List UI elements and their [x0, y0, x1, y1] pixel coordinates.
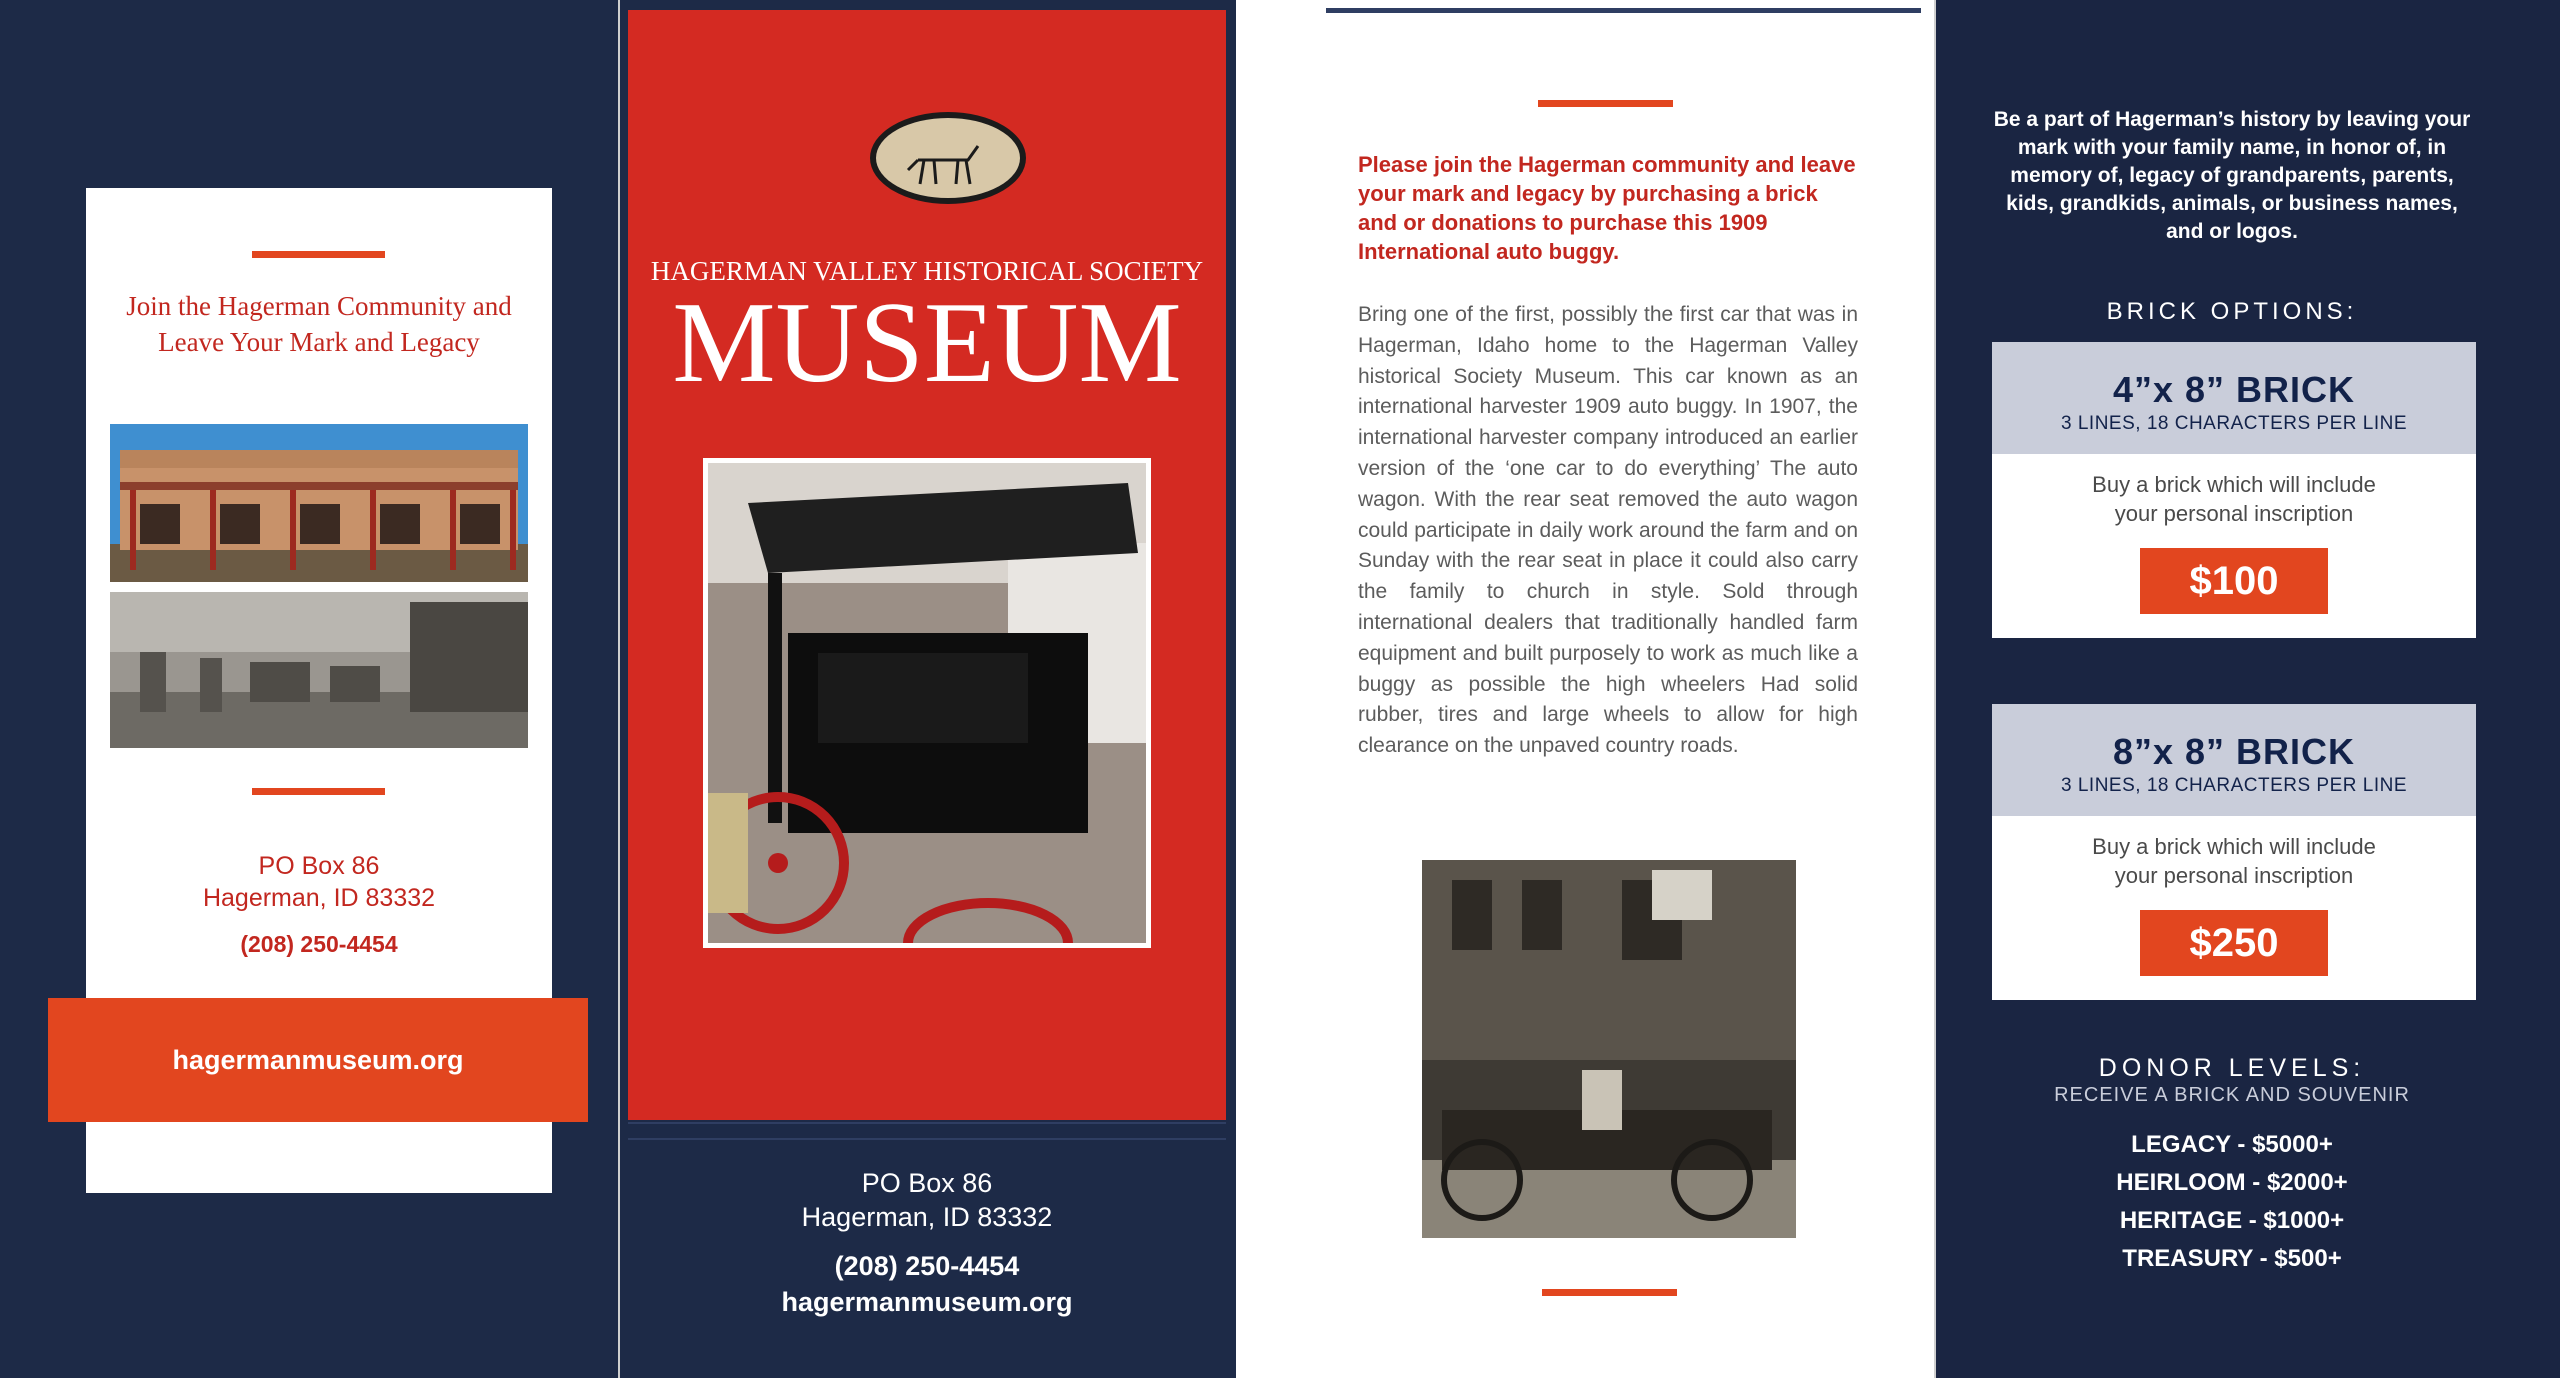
phone-number: (208) 250-4454: [240, 931, 398, 957]
call-to-action: Please join the Hagerman community and leave your mark and legacy by purchasing a brick and or donations to purchase this 1909 International auto buggy.: [1358, 152, 1856, 264]
historic-buggy-photo: [1422, 860, 1796, 1238]
cover-contact-info: [628, 1166, 1226, 1320]
brick-description: [1992, 454, 2476, 528]
brick-size: 8”x 8” BRICK: [2112, 731, 2356, 772]
donor-level-item: LEGACY - $5000+: [2131, 1131, 2333, 1158]
brick-lines: 3 LINES, 18 CHARACTERS PER LINE: [2061, 775, 2407, 796]
brick-option-header: [1992, 342, 2476, 454]
brick-option-header: [1992, 704, 2476, 816]
brick-option-card: [1992, 704, 2476, 1000]
donor-levels-subtitle: RECEIVE A BRICK AND SOUVENIR: [2054, 1084, 2410, 1106]
phone-number: (208) 250-4454: [834, 1251, 1020, 1281]
brick-size: 4”x 8” BRICK: [2112, 369, 2356, 410]
legacy-intro: Be a part of Hagerman’s history by leaving your mark with your family name, in honor of, in memory of, legacy of grandparents, parents, kids, grandkids, animals, or business names, and or logos.: [1993, 108, 2471, 243]
website-text: hagermanmuseum.org: [781, 1287, 1073, 1317]
brick-price: $100: [2140, 548, 2328, 614]
panel-front-cover: [618, 0, 1236, 1378]
brick-description-line: Buy a brick which will include: [2092, 834, 2376, 859]
address-line: PO Box 86: [861, 1168, 993, 1198]
donor-level-item: HERITAGE - $1000+: [2119, 1207, 2345, 1234]
history-paragraph: Bring one of the first, possibly the first car that was in Hagerman, Idaho home to the Hagerman Valley historical Society Museum. This car known as an international harvester 1909 auto buggy. In 1907, the international harvester company introduced an earlier version of the ‘one car to do everything’ The auto wagon. With the rear seat removed the auto wagon could participate in daily work around the farm and on Sunday with the rear seat in place it could also carry the family to church in style. Sold through international dealers that traditionally handled farm equipment and built purposely to work as much like a buggy as possible the high wheelers Had solid rubber, tires and large wheels to allow for high clearance on the unpaved country roads.: [1358, 303, 1858, 758]
donor-levels-title: DONOR LEVELS:: [2098, 1054, 2366, 1082]
address-line: PO Box 86: [258, 852, 380, 880]
donor-level-item: HEIRLOOM - $2000+: [2116, 1169, 2348, 1196]
join-heading: Join the Hagerman Community and Leave Your Mark and Legacy: [126, 291, 512, 357]
fold-line: [618, 0, 620, 1378]
museum-building-photo: [110, 424, 528, 582]
brick-description-line: Buy a brick which will include: [2092, 472, 2376, 497]
panel-inner-story: [1236, 0, 1936, 1378]
contact-address: [86, 850, 552, 960]
website-banner: hagermanmuseum.org: [48, 998, 588, 1122]
address-line: Hagerman, ID 83332: [801, 1202, 1053, 1232]
donor-levels-list: [1988, 1126, 2476, 1278]
panel-top-edge: [1326, 8, 1926, 13]
society-name: HAGERMAN VALLEY HISTORICAL SOCIETY: [650, 256, 1204, 286]
donor-level-item: TREASURY - $500+: [2122, 1245, 2342, 1272]
address-line: Hagerman, ID 83332: [202, 884, 436, 912]
panel-back-cover: [0, 0, 618, 1378]
brick-options-title: BRICK OPTIONS:: [2106, 298, 2358, 325]
museum-title: MUSEUM: [672, 279, 1182, 407]
brick-option-card: [1992, 342, 2476, 638]
horsing-around-logo: [868, 110, 1028, 206]
fold-line: [1934, 0, 1936, 1378]
historic-street-photo: [110, 592, 528, 748]
divider-rule: [252, 251, 385, 258]
brick-description: [1992, 816, 2476, 890]
brick-description-line: your personal inscription: [2114, 863, 2354, 888]
auto-buggy-photo: [703, 458, 1151, 948]
cover-stripes: [628, 1122, 1226, 1140]
divider-rule: [1542, 1289, 1677, 1296]
brick-description-line: your personal inscription: [2114, 501, 2354, 526]
divider-rule: [252, 788, 385, 795]
brick-lines: 3 LINES, 18 CHARACTERS PER LINE: [2061, 413, 2407, 434]
panel-brick-options: [1936, 0, 2560, 1378]
divider-rule: [1538, 100, 1673, 107]
brick-price: $250: [2140, 910, 2328, 976]
